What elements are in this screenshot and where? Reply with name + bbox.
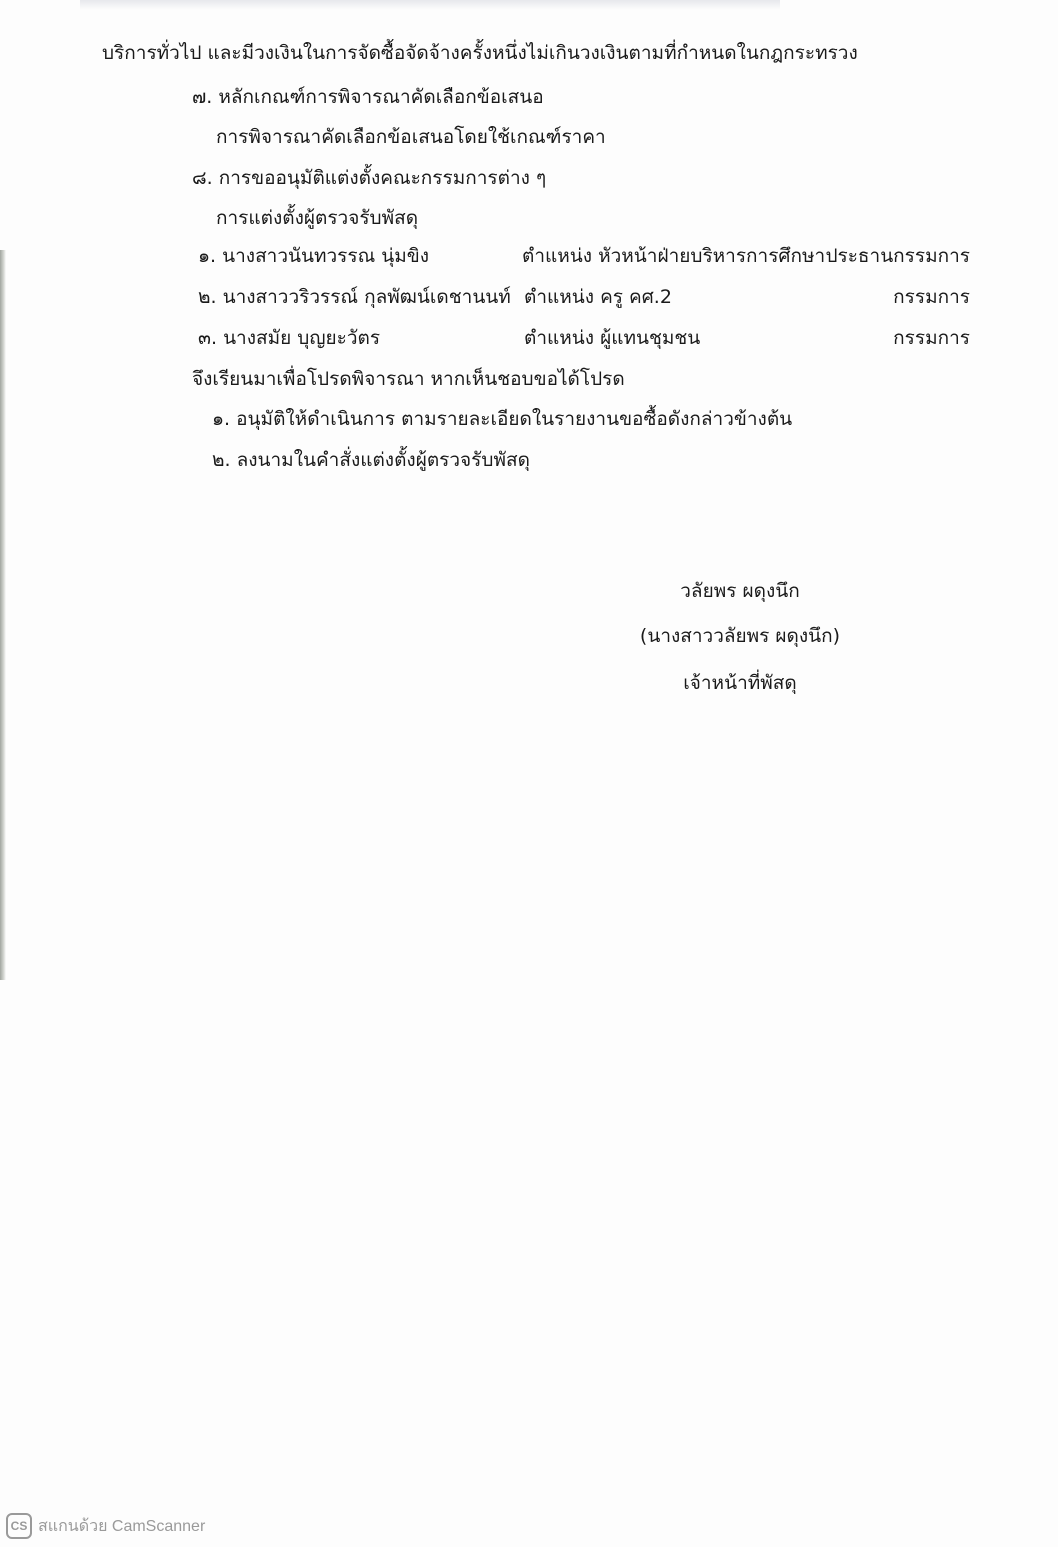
camscanner-logo-icon: CS <box>6 1513 32 1539</box>
signature-printed-name: (นางสาววลัยพร ผดุงนึก) <box>639 625 841 647</box>
camscanner-watermark-text: สแกนด้วย CamScanner <box>38 1517 206 1535</box>
committee-member-position: ตำแหน่ง หัวหน้าฝ่ายบริหารการศึกษา <box>522 245 826 267</box>
committee-member-role: ประธานกรรมการ <box>825 245 970 267</box>
request-line: จึงเรียนมาเพื่อโปรดพิจารณา หากเห็นชอบขอได้โปรด <box>192 368 625 390</box>
committee-member-role: กรรมการ <box>893 286 970 308</box>
committee-member-role: กรรมการ <box>893 327 970 349</box>
committee-member-position: ตำแหน่ง ผู้แทนชุมชน <box>524 327 701 349</box>
camscanner-watermark <box>6 1512 205 1540</box>
request-item: ๑. อนุมัติให้ดำเนินการ ตามรายละเอียดในรายงานขอซื้อดังกล่าวข้างต้น <box>212 408 793 430</box>
signature-signed-name: วลัยพร ผดุงนึก <box>680 580 800 602</box>
committee-member-name: ๓. นางสมัย บุญยะวัตร <box>198 327 381 349</box>
request-item: ๒. ลงนามในคำสั่งแต่งตั้งผู้ตรวจรับพัสดุ <box>212 449 530 471</box>
signature-title: เจ้าหน้าที่พัสดุ <box>683 672 797 694</box>
section-8-heading: ๘. การขออนุมัติแต่งตั้งคณะกรรมการต่าง ๆ <box>192 167 547 189</box>
committee-member-name: ๑. นางสาวนันทวรรณ นุ่มขิง <box>198 245 430 267</box>
section-8-body: การแต่งตั้งผู้ตรวจรับพัสดุ <box>216 207 419 229</box>
committee-member-position: ตำแหน่ง ครู คศ.2 <box>524 286 672 308</box>
scan-top-shadow <box>80 0 780 10</box>
intro-line: บริการทั่วไป และมีวงเงินในการจัดซื้อจัดจ้างครั้งหนึ่งไม่เกินวงเงินตามที่กำหนดในกฎกระทรวง <box>102 42 858 64</box>
section-7-heading: ๗. หลักเกณฑ์การพิจารณาคัดเลือกข้อเสนอ <box>192 86 544 108</box>
section-7-body: การพิจารณาคัดเลือกข้อเสนอโดยใช้เกณฑ์ราคา <box>216 126 606 148</box>
committee-member-name: ๒. นางสาววริวรรณ์ กุลพัฒน์เดชานนท์ <box>198 286 511 308</box>
scan-edge-shadow <box>0 250 6 980</box>
